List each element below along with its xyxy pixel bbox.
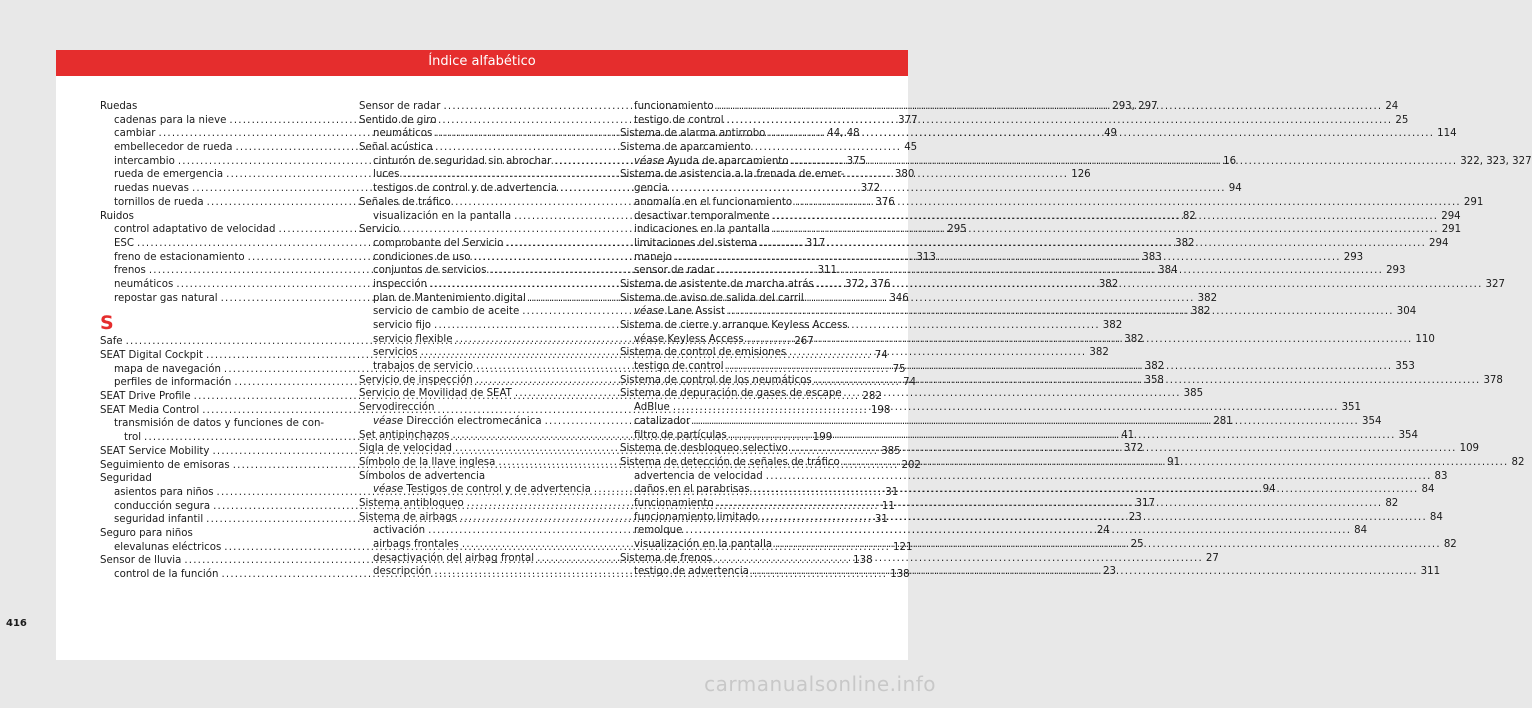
page-reference: 293, 297: [1112, 101, 1158, 112]
entry-label: Sistema antibloqueo: [359, 497, 464, 509]
dot-leader: [728, 305, 1394, 319]
dot-leader: [747, 333, 1413, 347]
index-entry: [620, 141, 860, 155]
dot-leader: [773, 223, 1439, 237]
see-reference: véase: [634, 155, 665, 167]
page-reference: 354: [1361, 415, 1382, 427]
entry-label: Set antipinchazos: [359, 429, 450, 441]
page-reference: 382: [1124, 333, 1144, 345]
watermark-text: carmanualsonline.info: [704, 672, 936, 696]
index-entry: [100, 100, 340, 114]
page-reference: 91: [1167, 456, 1181, 468]
entry-label: funcionamiento: [634, 497, 714, 509]
index-entry: [620, 168, 860, 182]
page-reference: 372: [1123, 443, 1144, 455]
entry-label: Sentido de giro: [359, 114, 437, 126]
index-entry: [620, 552, 860, 566]
page-reference: 382: [1190, 306, 1211, 318]
page-reference: 380: [894, 169, 915, 181]
dot-leader: [685, 524, 1351, 538]
entry-label: Sistema de control de emisiones: [620, 347, 787, 359]
index-entry: [100, 527, 340, 541]
dot-leader: [791, 442, 1457, 456]
entry-label: activación: [373, 525, 426, 537]
dot-leader: [815, 374, 1481, 388]
entry-label: perfiles de información: [114, 377, 232, 389]
entry-label: Sistema de control de los neumáticos: [620, 374, 812, 386]
page-reference: 25: [1395, 114, 1409, 126]
entry-label: Sistema de desbloqueo selectivo: [620, 443, 788, 455]
dot-leader: [792, 155, 1458, 169]
entry-label: condiciones de uso: [373, 251, 471, 263]
page-title: Índice alfabético: [428, 54, 536, 69]
entry-label: cambiar: [114, 128, 156, 140]
entry-label: rueda de emergencia: [114, 169, 224, 181]
page-reference: 84: [1354, 525, 1368, 537]
dot-leader: [727, 114, 1393, 128]
entry-label: conducción segura: [114, 500, 211, 512]
entry-label: Servicio: [359, 224, 400, 236]
page-reference: 293: [1343, 251, 1364, 263]
entry-label: testigo de control: [634, 361, 724, 373]
entry-label: catalizador: [634, 415, 691, 427]
page-reference: 375: [846, 155, 867, 167]
page-reference: 382: [1102, 320, 1123, 331]
entry-label: servicio de cambio de aceite: [373, 306, 520, 318]
page-reference: 358: [1144, 374, 1164, 386]
page-reference: 41: [1121, 429, 1135, 441]
entry-label: daños en el parabrisas: [634, 484, 750, 496]
page-reference: 24: [1385, 101, 1399, 112]
page-reference: 202: [901, 459, 921, 471]
page-reference: 281: [1213, 415, 1233, 427]
see-reference: véase: [373, 415, 404, 427]
entry-label: frenos: [114, 265, 146, 277]
page-reference: 94: [1262, 484, 1276, 496]
section-letter: S: [100, 312, 114, 335]
entry-label: mapa de navegación: [114, 363, 221, 375]
page-reference: 382: [1197, 292, 1218, 304]
entry-label: Símbolos de advertencia: [359, 470, 486, 482]
entry-label: Sistema de frenos: [620, 552, 713, 564]
entry-label: Servicio de Movilidad de SEAT: [359, 388, 512, 400]
entry-label: elevalunas eléctricos: [114, 541, 222, 553]
dot-leader: [760, 237, 1426, 251]
entry-label-group: [373, 483, 591, 497]
entry-label: freno de estacionamiento: [114, 251, 245, 263]
page-reference: 126: [1071, 169, 1091, 181]
entry-label: tornillos de rueda: [114, 196, 204, 208]
entry-label: testigos de control y de advertencia: [373, 183, 557, 195]
entry-label: limitaciones del sistema: [634, 237, 758, 249]
entry-label: comprobante del Servicio: [373, 237, 504, 249]
page-reference: 384: [1158, 265, 1178, 277]
dot-leader: [717, 100, 1383, 114]
entry-label: Dirección electromecánica: [406, 415, 542, 427]
page-reference: 198: [870, 404, 891, 416]
page-reference: 25: [1130, 539, 1144, 550]
entry-label: Testigos de control y de advertencia: [406, 484, 591, 496]
entry-label: Sistema de alarma antirrobo: [620, 128, 766, 140]
page-reference: 382: [1175, 237, 1195, 249]
entry-label-group: [373, 415, 542, 429]
index-entry: [359, 401, 599, 415]
page-reference: 267: [794, 336, 814, 348]
entry-label-group: [634, 155, 789, 169]
entry-label: ESC: [114, 237, 135, 249]
entry-label: intercambio: [114, 155, 175, 167]
page-reference: 291: [1463, 196, 1484, 208]
page-reference: 311: [1420, 566, 1441, 578]
entry-label: cadenas para la nieve: [114, 114, 227, 126]
page-reference: 49: [1104, 128, 1118, 140]
entry-label: Sigla de velocidad: [359, 443, 453, 455]
page-reference: 376: [875, 196, 895, 208]
entry-label: servicio fijo: [373, 320, 432, 331]
index-entry: [359, 196, 599, 210]
entry-label: testigo de advertencia: [634, 566, 749, 578]
entry-label: Ruedas: [100, 101, 138, 112]
entry-label: Servodirección: [359, 402, 435, 414]
page-reference: 372: [860, 183, 881, 195]
dot-leader: [843, 456, 1509, 470]
entry-label: remolque: [634, 525, 683, 537]
page-reference: 295: [947, 224, 967, 236]
entry-label: luces: [373, 169, 400, 181]
dot-leader: [693, 415, 1359, 429]
page-reference: 11: [881, 500, 895, 512]
page-reference: 138: [890, 569, 910, 580]
entry-label: neumáticos: [114, 278, 174, 290]
page-reference: 383: [1142, 251, 1162, 263]
page-reference: 311: [817, 265, 838, 277]
page-reference: 74: [874, 350, 888, 361]
entry-label: SEAT Drive Profile: [100, 391, 191, 403]
see-reference: véase: [634, 306, 665, 318]
page-reference: 317: [805, 237, 826, 249]
dot-leader: [717, 497, 1383, 511]
page-reference: 353: [1395, 361, 1415, 373]
entry-label: véase Keyless Access: [634, 333, 744, 345]
entry-label: indicaciones en la pantalla: [634, 224, 770, 236]
page-reference: 377: [898, 114, 918, 126]
page-reference: 382: [1144, 361, 1165, 373]
entry-label: AdBlue: [634, 402, 670, 414]
entry-label: control adaptativo de velocidad: [114, 224, 276, 236]
page-reference: 94: [1228, 183, 1242, 195]
entry-label: neumáticos: [373, 128, 433, 140]
entry-label: funcionamiento limitado: [634, 511, 759, 523]
dot-leader: [766, 470, 1432, 484]
entry-label: embellecedor de rueda: [114, 142, 233, 154]
page-reference: 385: [881, 445, 901, 457]
entry-label: SEAT Service Mobility: [100, 445, 210, 457]
entry-label: visualización en la pantalla: [634, 539, 773, 550]
page-reference: 385: [1183, 388, 1204, 400]
entry-label: gencia: [634, 183, 668, 195]
entry-label: servicios: [373, 347, 418, 359]
page-reference: 351: [1341, 402, 1362, 414]
entry-label: conjuntos de servicios: [373, 265, 487, 277]
page-reference: 110: [1415, 333, 1435, 345]
page-reference: 378: [1483, 374, 1503, 386]
page-reference: 31: [874, 514, 888, 526]
page-number: 416: [6, 618, 27, 629]
page-reference: 16: [1223, 155, 1237, 167]
page-reference: 294: [1441, 210, 1461, 222]
dot-leader: [753, 483, 1419, 497]
entry-label: Ruidos: [100, 210, 134, 222]
manual-page: [56, 50, 1532, 660]
index-entry: [359, 141, 599, 155]
page-reference: 282: [862, 391, 882, 403]
entry-label: desactivar temporalmente: [634, 210, 770, 222]
entry-label: trabajos de servicio: [373, 361, 474, 373]
dot-leader: [795, 196, 1461, 210]
entry-label: Sistema de aparcamiento: [620, 142, 751, 154]
entry-label: cinturón de seguridad sin abrochar: [373, 155, 552, 167]
entry-label: Seguimiento de emisoras: [100, 459, 230, 471]
index-entry: [620, 319, 860, 333]
entry-label: repostar gas natural: [114, 292, 218, 304]
entry-label: Sistema de asistencia a la frenada de emer-: [620, 169, 845, 181]
page-reference: 313: [916, 251, 936, 263]
page-reference: 84: [1429, 511, 1443, 523]
entry-label: Sistema de depuración de gases de escape: [620, 388, 842, 400]
entry-label: Ayuda de aparcamiento: [667, 155, 789, 167]
page-reference: 24: [1096, 525, 1110, 537]
index-entry: [620, 292, 860, 306]
page-reference: 199: [812, 432, 833, 444]
page-reference: 382: [1098, 278, 1119, 290]
page-reference: 121: [893, 541, 913, 553]
page-reference: 45: [904, 142, 918, 154]
entry-label: Señales de tráfico: [359, 196, 451, 208]
page-reference: 294: [1429, 237, 1449, 249]
dot-leader: [817, 278, 1483, 292]
page-reference: 291: [1441, 224, 1462, 236]
page-reference: 114: [1437, 128, 1457, 140]
page-reference: 82: [1511, 456, 1525, 468]
page-reference: 304: [1396, 306, 1417, 318]
dot-leader: [717, 264, 1383, 278]
page-reference: 372, 376: [845, 278, 891, 290]
entry-label: testigo de control: [634, 114, 724, 126]
page-reference: 44, 48: [827, 128, 860, 140]
entry-label: control de la función: [114, 569, 219, 580]
page-reference: 74: [903, 377, 917, 389]
page-reference: 382: [1089, 347, 1109, 359]
entry-label: asientos para niños: [114, 486, 214, 498]
dot-leader: [775, 538, 1441, 552]
page-reference: 346: [889, 292, 909, 304]
index-subentry: [100, 417, 340, 431]
index-subentry: [620, 182, 860, 196]
index-entry: [359, 223, 599, 237]
entry-label: inspección: [373, 278, 428, 290]
entry-label: SEAT Digital Cockpit: [100, 350, 203, 361]
page-reference: 138: [853, 555, 873, 567]
entry-label: Lane Assist: [667, 306, 725, 318]
entry-label: sensor de radar: [634, 265, 715, 277]
dot-leader: [673, 401, 1339, 415]
entry-label: Señal acústica: [359, 142, 433, 154]
entry-label: advertencia de velocidad: [634, 470, 763, 482]
page-reference: 109: [1459, 443, 1480, 455]
page-reference: 82: [1182, 210, 1196, 222]
index-entry: [100, 472, 340, 486]
entry-label: Servicio de inspección: [359, 374, 473, 386]
entry-label: servicio flexible: [373, 333, 453, 345]
page-reference: 27: [1205, 552, 1219, 564]
entry-label: Sistema de aviso de salida del carril: [620, 292, 804, 304]
entry-label: Sistema de detección de señales de tráfico: [620, 456, 840, 468]
index-entry: [100, 210, 340, 224]
dot-leader: [727, 360, 1393, 374]
entry-label-group: [634, 305, 725, 319]
entry-label: Sensor de radar: [359, 101, 441, 112]
dot-leader: [768, 127, 1434, 141]
dot-leader: [730, 429, 1396, 443]
page-reference: 23: [1103, 566, 1116, 578]
entry-label: descripción: [373, 566, 432, 578]
page-reference: 293: [1386, 265, 1406, 277]
entry-label: transmisión de datos y funciones de con-: [114, 418, 325, 430]
page-reference: 31: [885, 486, 899, 498]
page-reference: 317: [1135, 497, 1155, 509]
dot-leader: [752, 565, 1418, 579]
dot-leader: [772, 210, 1438, 224]
entry-label: Sistema de asistente de marcha atrás: [620, 278, 814, 290]
page-reference: 322, 323, 327: [1460, 155, 1532, 167]
entry-label: ruedas nuevas: [114, 183, 189, 195]
entry-label: visualización en la pantalla: [373, 210, 512, 222]
page-reference: 82: [1385, 497, 1399, 509]
page-reference: 23: [1128, 511, 1142, 523]
entry-label: Sistema de airbags: [359, 511, 457, 523]
entry-label: Símbolo de la llave inglesa: [359, 456, 496, 468]
entry-label: desactivación del airbag frontal: [373, 552, 535, 564]
header-band: [56, 50, 908, 76]
entry-label: manejo: [634, 251, 672, 263]
dot-leader: [761, 511, 1427, 525]
page-reference: 82: [1443, 539, 1457, 550]
page-reference: 354: [1398, 429, 1419, 441]
index-entry: [620, 346, 860, 360]
entry-label: Safe: [100, 336, 123, 348]
see-reference: véase: [373, 484, 404, 496]
page-reference: 84: [1421, 484, 1435, 496]
entry-label: airbags frontales: [373, 539, 459, 550]
entry-label: Sistema de cierre y arranque Keyless Access: [620, 320, 848, 331]
index-entry: [359, 114, 599, 128]
entry-label: Seguridad: [100, 473, 152, 485]
index-entry: [359, 470, 599, 484]
index-subentry: [620, 470, 1448, 484]
entry-label: filtro de partículas: [634, 429, 727, 441]
entry-label: Sensor de lluvia: [100, 555, 182, 567]
entry-label: funcionamiento: [634, 101, 714, 112]
entry-label: seguridad infantil: [114, 514, 204, 526]
page-reference: 75: [892, 363, 906, 375]
entry-label: trol: [124, 432, 142, 444]
dot-leader: [675, 251, 1341, 265]
entry-label: Seguro para niños: [100, 527, 193, 539]
entry-label: SEAT Media Control: [100, 404, 200, 416]
page-reference: 83: [1434, 470, 1448, 482]
entry-label: plan de Mantenimiento digital: [373, 292, 526, 304]
entry-label: anomalía en el funcionamiento: [634, 196, 793, 208]
page-reference: 327: [1485, 278, 1505, 290]
index-entry: [620, 387, 860, 401]
